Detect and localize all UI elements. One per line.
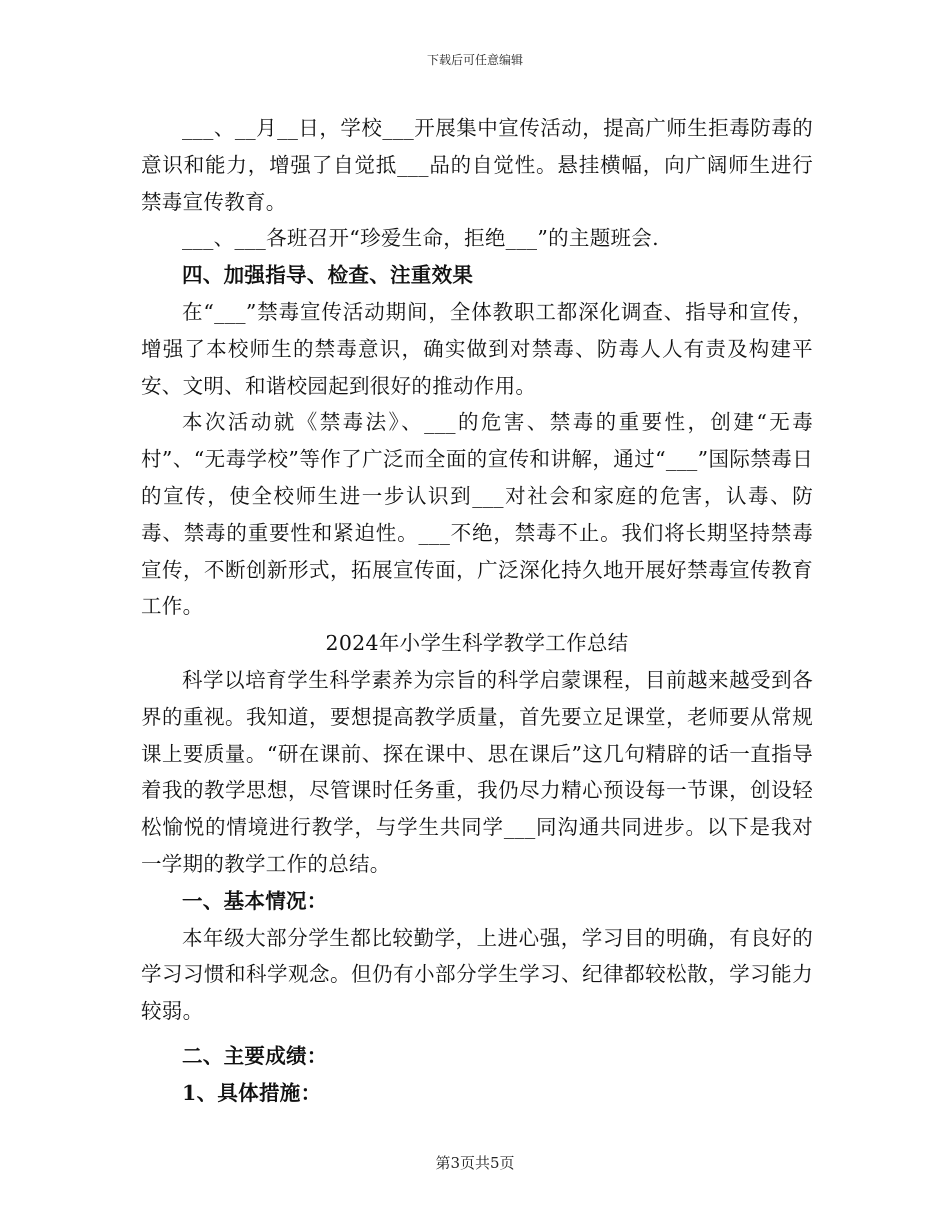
section-heading: 四、加强指导、检查、注重效果 xyxy=(182,263,474,288)
page-header: 下载后可任意编辑 xyxy=(426,53,523,67)
section-heading: 一、基本情况： xyxy=(182,888,328,913)
body-paragraph: ___、___各班召开“珍爱生命，拒绝___”的主题班会. xyxy=(182,226,659,251)
article-title: 2024年小学生科学教学工作总结 xyxy=(325,631,629,656)
section-heading: 二、主要成绩： xyxy=(182,1043,328,1068)
body-paragraph: ___、__月__日，学校___开展集中宣传活动，提高广师生拒毒防毒的意识和能力，增强了自觉抵___品的自觉性。悬挂横幅，向广阔师生进行禁毒宣传教育。 xyxy=(141,116,813,214)
document-body xyxy=(141,110,813,1112)
body-paragraph: 本次活动就《禁毒法》、___的危害、禁毒的重要性，创建“无毒村”、“无毒学校”等作了广泛而全面的宣传和讲解，通过“___”国际禁毒日的宣传，使全校师生进一步认识到___对社会和家庭的危害，认毒、防毒、禁毒的重要性和紧迫性。___不绝，禁毒不止。我们将长期坚持禁毒宣传，不断创新形式，拓展宣传面，广泛深化持久地开展好禁毒宣传教育工作。 xyxy=(141,410,813,619)
section-heading: 1、具体措施： xyxy=(182,1080,322,1105)
paragraph-gap xyxy=(141,1030,813,1038)
page-footer: 第3页共5页 xyxy=(435,1154,515,1172)
body-paragraph: 本年级大部分学生都比较勤学，上进心强，学习目的明确，有良好的学习习惯和科学观念。但仍有小部分学生学习、纪律都较松散，学习能力较弱。 xyxy=(141,925,813,1024)
body-paragraph: 科学以培育学生科学素养为宗旨的科学启蒙课程，目前越来越受到各界的重视。我知道，要想提高教学质量，首先要立足课堂，老师要从常规课上要质量。“研在课前、探在课中、思在课后”这几句精辟的话一直指导着我的教学思想，尽管课时任务重，我仍尽力精心预设每一节课，创设轻松愉悦的情境进行教学，与学生共同学___同沟通共同进步。以下是我对一学期的教学工作的总结。 xyxy=(141,667,813,876)
body-paragraph: 在“___”禁毒宣传活动期间，全体教职工都深化调查、指导和宣传，增强了本校师生的禁毒意识，确实做到对禁毒、防毒人人有责及构建平安、文明、和谐校园起到很好的推动作用。 xyxy=(141,299,813,398)
